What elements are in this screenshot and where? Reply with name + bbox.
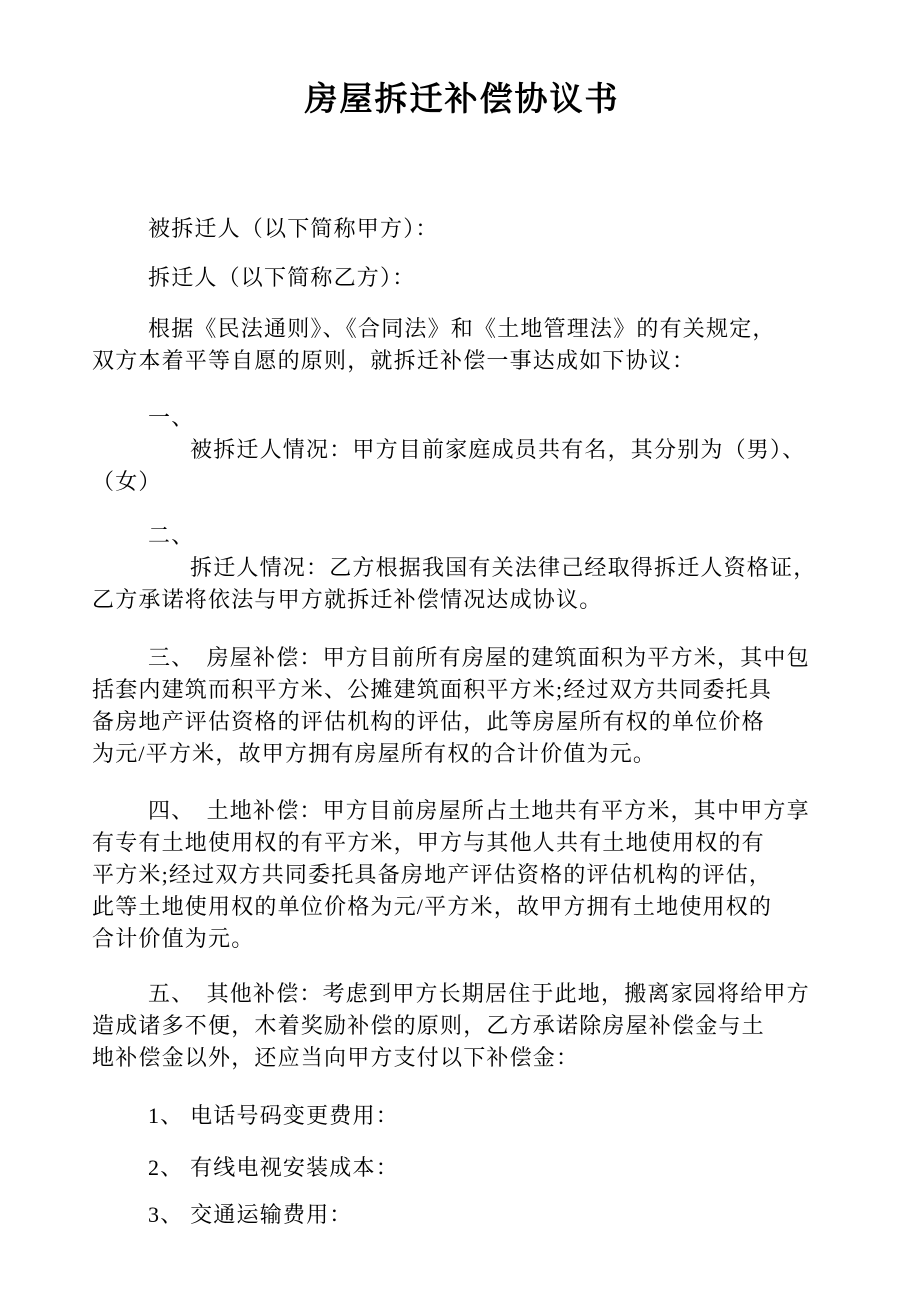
document-title: 房屋拆迁补偿协议书 [304,82,620,118]
clause-4-line-2: 有专有土地使用权的有平方米，甲方与其他人共有土地使用权的有 [92,830,765,855]
clause-3-line-3: 备房地产评估资格的评估机构的评估，此等房屋所有权的单位价格 [92,709,765,734]
clause-1-line-2: （女） [92,469,162,494]
party-b-line: 拆迁人（以下简称乙方）： [148,265,416,290]
clause-1-number: 一、 [148,405,195,430]
legal-basis-line-2: 双方本着平等自愿的原则，就拆迁补偿一事达成如下协议： [92,348,696,373]
clause-5-line-1: 五、 其他补偿：考虑到甲方长期居住于此地，搬离家园将给甲方 [148,981,810,1006]
clause-3-line-2: 括套内建筑而积平方米、公摊建筑面积平方米;经过双方共同委托具 [92,677,773,702]
legal-basis-line-1: 根据《民法通则》、《合同法》和《土地管理法》的有关规定， [148,316,776,341]
clause-3-line-4: 为元/平方米，故甲方拥有房屋所有权的合计价值为元。 [92,741,657,766]
fee-item-1: 1、 电话号码变更费用： [148,1103,399,1128]
clause-4-line-5: 合计价值为元。 [92,926,255,951]
clause-1-line-1: 被拆迁人情况：甲方目前家庭成员共有名，其分别为（男）、 [190,437,806,462]
clause-4-line-4: 此等土地使用权的单位价格为元/平方米，故甲方拥有土地使用权的 [92,894,773,919]
clause-2-line-2: 乙方承诺将依法与甲方就拆迁补偿情况达成协议。 [92,587,603,612]
clause-4-line-3: 平方米;经过双方共同委托具备房地产评估资格的评估机构的评估， [92,862,773,887]
clause-3-line-1: 三、 房屋补偿：甲方目前所有房屋的建筑面积为平方米，其中包 [148,645,810,670]
fee-item-2: 2、 有线电视安装成本： [148,1155,399,1180]
clause-5-line-3: 地补偿金以外，还应当向甲方支付以下补偿金： [92,1045,580,1070]
clause-2-line-1: 拆迁人情况：乙方根据我国有关法律己经取得拆迁人资格证， [190,555,817,580]
clause-4-line-1: 四、 土地补偿：甲方目前房屋所占土地共有平方米，其中甲方享 [148,798,810,823]
clause-5-line-2: 造成诸多不便，木着奖励补偿的原则，乙方承诺除房屋补偿金与土 [92,1013,765,1038]
fee-item-3: 3、 交通运输费用： [148,1202,353,1227]
party-a-line: 被拆迁人（以下简称甲方）： [148,216,439,241]
clause-2-number: 二、 [148,523,195,548]
